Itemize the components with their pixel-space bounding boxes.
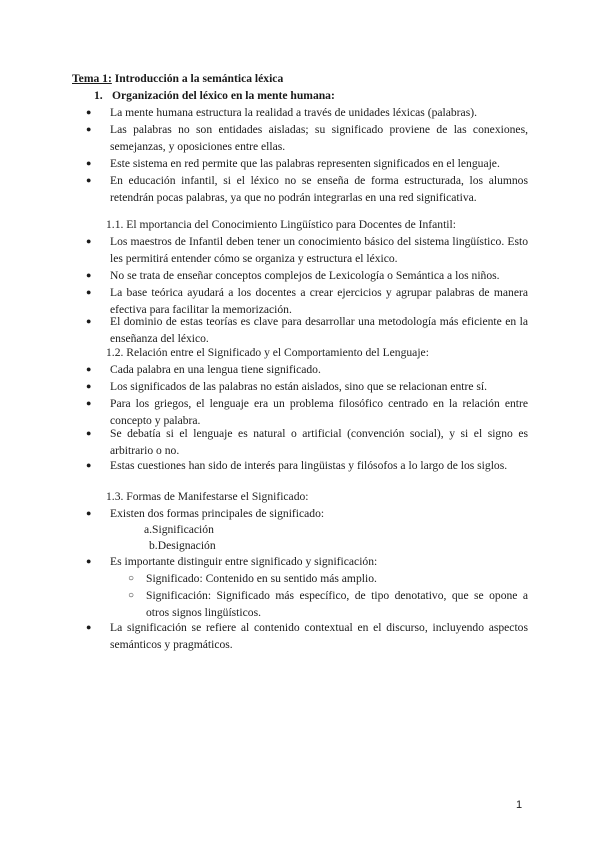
bullet-icon: ● (86, 381, 92, 391)
bullet-icon: ● (86, 124, 92, 134)
list-item: Cada palabra en una lengua tiene significado. (110, 363, 321, 376)
list-item: Las palabras no son entidades aisladas; su significado proviene de las conexiones, semejanzas, y oposiciones entre ellas. (110, 123, 528, 153)
list-item: Este sistema en red permite que las palabras representen significados en el lenguaje. (110, 157, 500, 170)
list-item: Estas cuestiones han sido de interés para lingüistas y filósofos a lo largo de los siglos. (110, 459, 508, 472)
title-text: Introducción a la semántica léxica (111, 72, 284, 85)
list-item: Existen dos formas principales de significado: (110, 507, 325, 520)
list-item: La significación se refiere al contenido contextual en el discurso, incluyendo aspectos semánticos y pragmáticos. (110, 621, 528, 651)
list-item: Se debatía si el lenguaje es natural o artificial (convención social), y si el signo es arbitrario o no. (110, 427, 528, 457)
title-label: Tema 1: (72, 72, 112, 85)
bullet-icon: ● (86, 508, 92, 518)
meaning-type-a: a.Significación (144, 523, 214, 536)
bullet-icon: ● (86, 622, 92, 632)
circle-bullet-icon: ○ (128, 573, 135, 584)
bullet-icon: ● (86, 428, 92, 438)
bullet-icon: ● (86, 398, 92, 408)
list-item: Para los griegos, el lenguaje era un problema filosófico centrado en la relación entre concepto y palabra. (110, 397, 528, 427)
bullet-icon: ● (86, 316, 92, 326)
bullet-icon: ● (86, 287, 92, 297)
list-item: En educación infantil, si el léxico no se enseña de forma estructurada, los alumnos retendrán pocas palabras, ya que no podrán integrarlas en una red significativa. (110, 174, 528, 204)
bullet-icon: ● (86, 158, 92, 168)
bullet-icon: ● (86, 556, 92, 566)
bullet-icon: ● (86, 364, 92, 374)
list-item: Los maestros de Infantil deben tener un conocimiento básico del sistema lingüístico. Esto les permitirá entender cómo se organiza y estructura el léxico. (110, 235, 528, 265)
list-item: La base teórica ayudará a los docentes a crear ejercicios y agrupar palabras de manera efectiva para facilitar la memorización. (110, 286, 528, 316)
sub-list-item: Significación: Significado más específico, de tipo denotativo, que se opone a otros signos lingüísticos. (146, 589, 528, 619)
list-item: Es importante distinguir entre significado y significación: (110, 555, 378, 568)
section-number: 1. (94, 89, 103, 102)
bullet-icon: ● (86, 107, 92, 117)
list-item: El dominio de estas teorías es clave para desarrollar una metodología más eficiente en la enseñanza del léxico. (110, 315, 528, 345)
meaning-type-b: b.Designación (149, 539, 216, 552)
subsection-1-1-heading: 1.1. El mportancia del Conocimiento Lingüístico para Docentes de Infantil: (106, 218, 456, 231)
bullet-icon: ● (86, 270, 92, 280)
list-item: La mente humana estructura la realidad a través de unidades léxicas (palabras). (110, 106, 477, 119)
circle-bullet-icon: ○ (128, 590, 135, 601)
list-item: No se trata de enseñar conceptos complejos de Lexicología o Semántica a los niños. (110, 269, 500, 282)
bullet-icon: ● (86, 175, 92, 185)
section-1-heading (94, 87, 335, 104)
sub-list-item: Significado: Contenido en su sentido más amplio. (146, 572, 377, 585)
subsection-1-3-heading: 1.3. Formas de Manifestarse el Significado: (106, 490, 309, 503)
section-heading-text: Organización del léxico en la mente humana: (112, 89, 335, 102)
subsection-1-2-heading: 1.2. Relación entre el Significado y el Comportamiento del Lenguaje: (106, 346, 429, 359)
list-item: Los significados de las palabras no están aislados, sino que se relacionan entre sí. (110, 380, 488, 393)
page-number: 1 (516, 799, 523, 811)
bullet-icon: ● (86, 236, 92, 246)
bullet-icon: ● (86, 460, 92, 470)
document-title (72, 70, 283, 87)
